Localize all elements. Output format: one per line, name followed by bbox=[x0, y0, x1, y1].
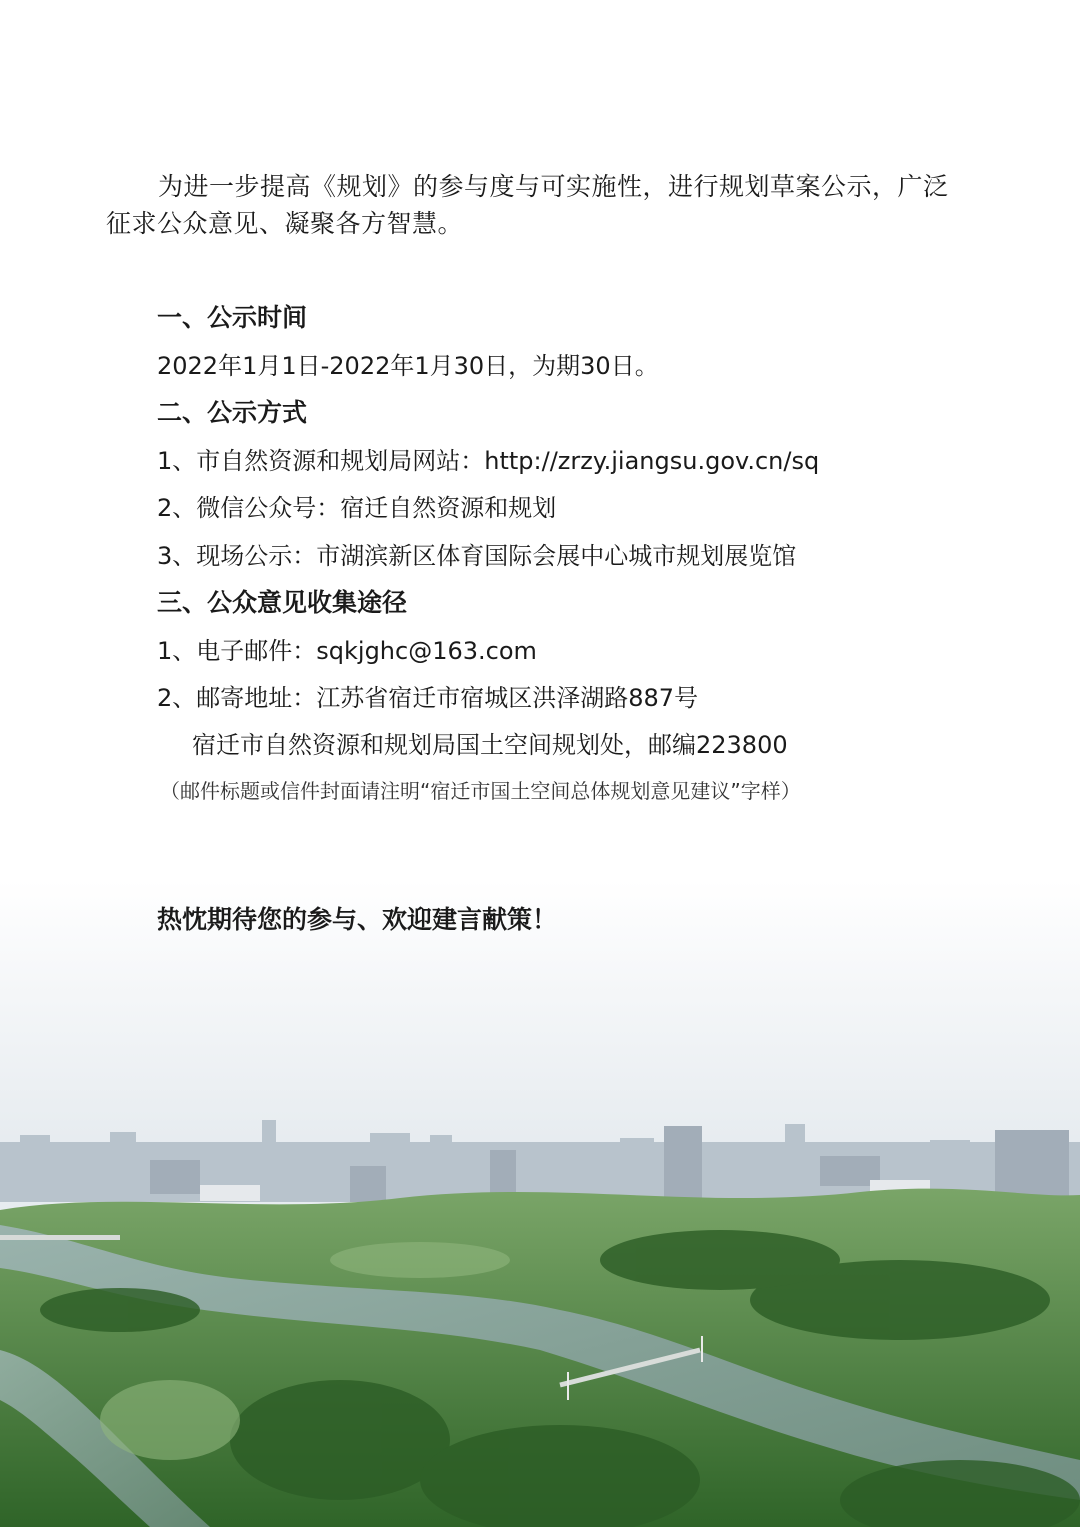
method-item-onsite: 3、现场公示：市湖滨新区体育国际会展中心城市规划展览馆 bbox=[157, 542, 797, 570]
intro-paragraph: 为进一步提高《规划》的参与度与可实施性，进行规划草案公示，广泛征求公众意见、凝聚各方智慧。 bbox=[106, 172, 949, 238]
feedback-item-mail: 2、邮寄地址：江苏省宿迁市宿城区洪泽湖路887号 bbox=[157, 684, 699, 712]
method-item-wechat: 2、微信公众号：宿迁自然资源和规划 bbox=[157, 494, 557, 522]
method-item-website: 1、市自然资源和规划局网站：http://zrzy.jiangsu.gov.cn/sq bbox=[157, 447, 820, 475]
section-heading-feedback: 三、公众意见收集途径 bbox=[157, 588, 408, 617]
closing-text: 热忱期待您的参与、欢迎建言献策！ bbox=[157, 905, 558, 934]
city-aerial-photo bbox=[0, 880, 1080, 1527]
section-heading-method: 二、公示方式 bbox=[157, 398, 308, 427]
period-text: 2022年1月1日-2022年1月30日，为期30日。 bbox=[157, 352, 659, 380]
mail-address-line2: 宿迁市自然资源和规划局国土空间规划处，邮编223800 bbox=[192, 731, 788, 759]
section-heading-time: 一、公示时间 bbox=[157, 303, 308, 332]
mail-note: （邮件标题或信件封面请注明“宿迁市国土空间总体规划意见建议”字样） bbox=[160, 779, 801, 803]
feedback-item-email: 1、电子邮件：sqkjghc@163.com bbox=[157, 637, 537, 665]
